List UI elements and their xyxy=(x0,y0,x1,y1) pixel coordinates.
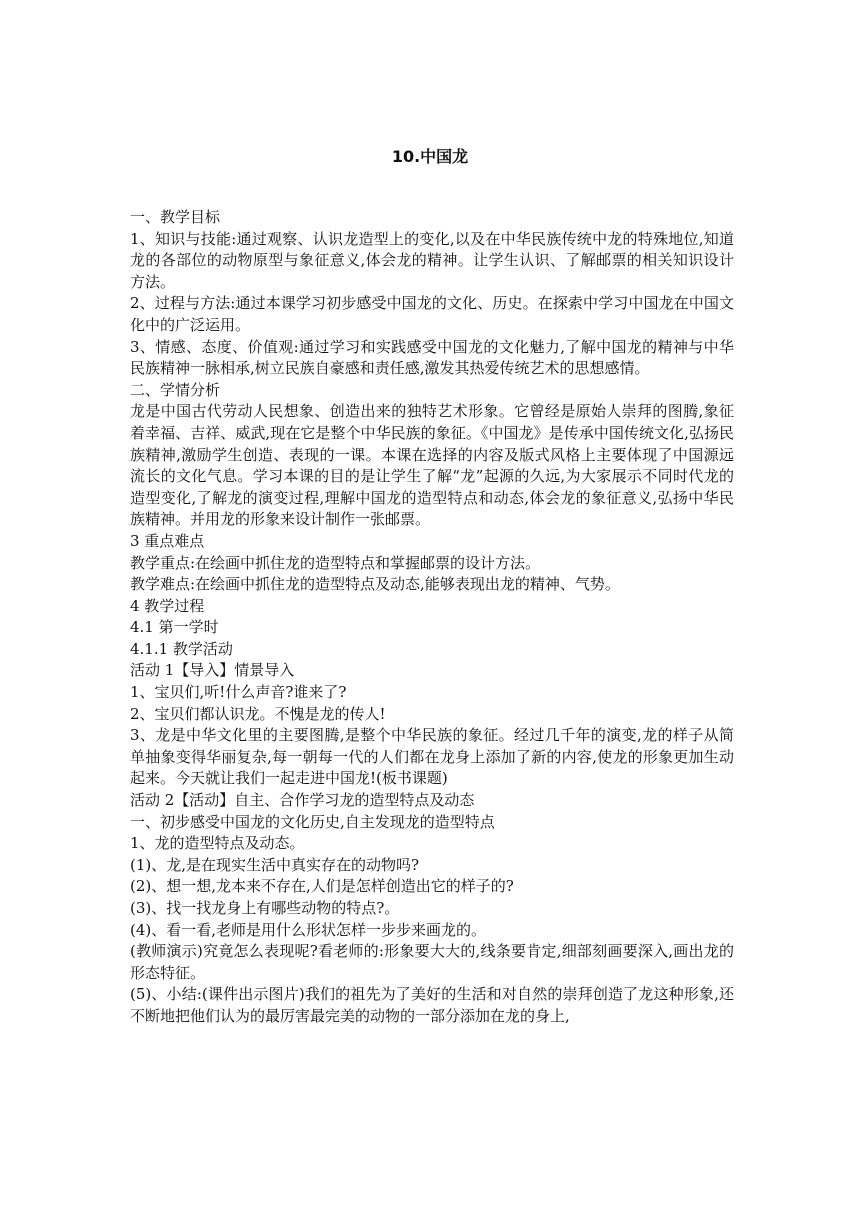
list-item: 1、宝贝们,听!什么声音?谁来了? xyxy=(130,683,347,702)
document-body xyxy=(130,207,734,1028)
paragraph-key-point: 教学重点:在绘画中抓住龙的造型特点和掌握邮票的设计方法。 xyxy=(130,553,541,572)
heading-teaching-process: 4 教学过程 xyxy=(130,596,205,615)
heading-first-period: 4.1 第一学时 xyxy=(130,618,219,637)
list-item: 3、龙是中华文化里的主要图腾,是整个中华民族的象征。经过几千年的演变,龙的样子从简单抽象变得华丽复杂,每一朝每一代的人们都在龙身上添加了新的内容,使龙的形象更加生动起来。今天就让我们一起走进中国龙!(板书课题) xyxy=(130,726,734,788)
list-item: (1)、龙,是在现实生活中真实存在的动物吗? xyxy=(130,855,420,874)
heading-learner-analysis: 二、学情分析 xyxy=(130,380,221,399)
list-item: (3)、找一找龙身上有哪些动物的特点?。 xyxy=(130,899,400,917)
paragraph-summary: (5)、小结:(课件出示图片)我们的祖先为了美好的生活和对自然的崇拜创造了龙这种形象,还不断地把他们认为的最厉害最完美的动物的一部分添加在龙的身上, xyxy=(130,985,734,1025)
paragraph-teacher-demo: (教师演示)究竟怎么表现呢?看老师的:形象要大大的,线条要肯定,细部刻画要深入,画出龙的形态特征。 xyxy=(130,942,734,982)
list-item: 2、宝贝们都认识龙。不愧是龙的传人! xyxy=(130,704,386,723)
paragraph-difficult-point: 教学难点:在绘画中抓住龙的造型特点及动态,能够表现出龙的精神、气势。 xyxy=(130,575,620,594)
heading-teaching-activities: 4.1.1 教学活动 xyxy=(130,639,233,658)
list-item: (2)、想一想,龙本来不存在,人们是怎样创造出它的样子的? xyxy=(130,877,514,896)
heading-key-points: 3 重点难点 xyxy=(130,531,205,550)
heading-activity-2: 活动 2【活动】自主、合作学习龙的造型特点及动态 xyxy=(130,791,475,810)
list-item: (4)、看一看,老师是用什么形状怎样一步步来画龙的。 xyxy=(130,920,487,939)
heading-activity-1: 活动 1【导入】情景导入 xyxy=(130,661,295,680)
heading-teaching-goals: 一、教学目标 xyxy=(130,208,221,226)
document-title: 10.中国龙 xyxy=(391,147,469,166)
paragraph-knowledge-skills: 1、知识与技能:通过观察、认识龙造型上的变化,以及在中华民族传统中龙的特殊地位,知道龙的各部位的动物原型与象征意义,体会龙的精神。让学生认识、了解邮票的相关知识设计方法。 xyxy=(130,229,734,291)
paragraph-learner-analysis: 龙是中国古代劳动人民想象、创造出来的独特艺术形象。它曾经是原始人崇拜的图腾,象征着幸福、吉祥、威武,现在它是整个中华民族的象征。《中国龙》是传承中国传统文化,弘扬民族精神,激励学生创造、表现的一课。本课在选择的内容及版式风格上主要体现了中国源远流长的文化气息。学习本课的目的是让学生了解“龙”起源的久远,为大家展示不同时代龙的造型变化,了解龙的演变过程,理解中国龙的造型特点和动态,体会龙的象征意义,弘扬中华民族精神。并用龙的形象来设计制作一张邮票。 xyxy=(130,402,734,529)
paragraph-process-method: 2、过程与方法:通过本课学习初步感受中国龙的文化、历史。在探索中学习中国龙在中国文化中的广泛运用。 xyxy=(130,294,734,334)
paragraph-section: 一、初步感受中国龙的文化历史,自主发现龙的造型特点 xyxy=(130,812,495,831)
paragraph-emotion-values: 3、情感、态度、价值观:通过学习和实践感受中国龙的文化魅力,了解中国龙的精神与中华民族精神一脉相承,树立民族自豪感和责任感,激发其热爱传统艺术的思想感情。 xyxy=(130,337,734,378)
paragraph-subsection: 1、龙的造型特点及动态。 xyxy=(130,834,305,853)
